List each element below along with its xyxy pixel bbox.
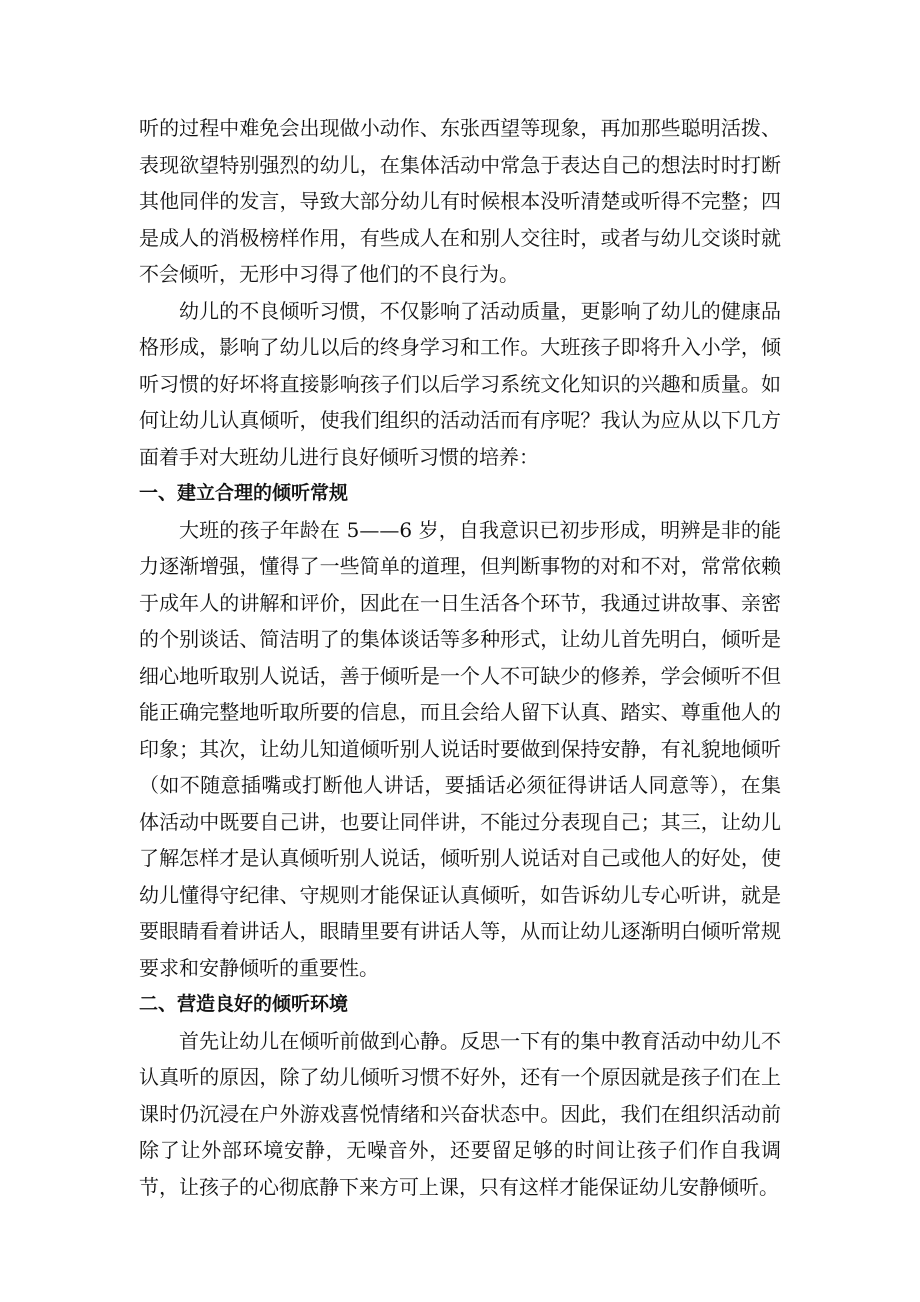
section-heading-1: 一、建立合理的倾听常规 bbox=[139, 482, 349, 504]
paragraph-3: 大班的孩子年龄在 5——6 岁，自我意识已初步形成，明辨是非的能力逐渐增强，懂得了一些简单的道理，但判断事物的对和不对，常常依赖于成年人的讲解和评价，因此在一日生活各个环节，我通过讲故事、亲密的个别谈话、简洁明了的集体谈话等多种形式，让幼儿首先明白，倾听是细心地听取别人说话，善于倾听是一个人不可缺少的修养，学会倾听不但能正确完整地听取所要的信息，而且会给人留下认真、踏实、尊重他人的印象；其次，让幼儿知道倾听别人说话时要做到保持安静，有礼貌地倾听（如不随意插嘴或打断他人讲话，要插话必须征得讲话人同意等），在集体活动中既要自己讲，也要让同伴讲，不能过分表现自己；其三，让幼儿了解怎样才是认真倾听别人说话，倾听别人说话对自己或他人的好处，使幼儿懂得守纪律、守规则才能保证认真倾听，如告诉幼儿专心听讲，就是要眼睛看着讲话人，眼睛里要有讲话人等，从而让幼儿逐渐明白倾听常规要求和安静倾听的重要性。 bbox=[139, 517, 781, 980]
paragraph-1: 听的过程中难免会出现做小动作、东张西望等现象，再加那些聪明活拨、表现欲望特别强烈的幼儿，在集体活动中常急于表达自己的想法时时打断其他同伴的发言，导致大部分幼儿有时候根本没听清楚或听得不完整；四是成人的消极榜样作用，有些成人在和别人交往时，或者与幼儿交谈时就不会倾听，无形中习得了他们的不良行为。 bbox=[139, 116, 781, 286]
section-heading-2: 二、营造良好的倾听环境 bbox=[139, 993, 349, 1015]
document-body bbox=[139, 110, 781, 1205]
paragraph-4: 首先让幼儿在倾听前做到心静。反思一下有的集中教育活动中幼儿不认真听的原因，除了幼儿倾听习惯不好外，还有一个原因就是孩子们在上课时仍沉浸在户外游戏喜悦情绪和兴奋状态中。因此，我们在组织活动前除了让外部环境安静，无噪音外，还要留足够的时间让孩子们作自我调节，让孩子的心彻底静下来方可上课，只有这样才能保证幼儿安静倾听。 bbox=[139, 1028, 781, 1199]
paragraph-2: 幼儿的不良倾听习惯，不仅影响了活动质量，更影响了幼儿的健康品格形成，影响了幼儿以后的终身学习和工作。大班孩子即将升入小学，倾听习惯的好坏将直接影响孩子们以后学习系统文化知识的兴趣和质量。如何让幼儿认真倾听，使我们组织的活动活而有序呢？我认为应从以下几方面着手对大班幼儿进行良好倾听习惯的培养： bbox=[139, 298, 781, 469]
